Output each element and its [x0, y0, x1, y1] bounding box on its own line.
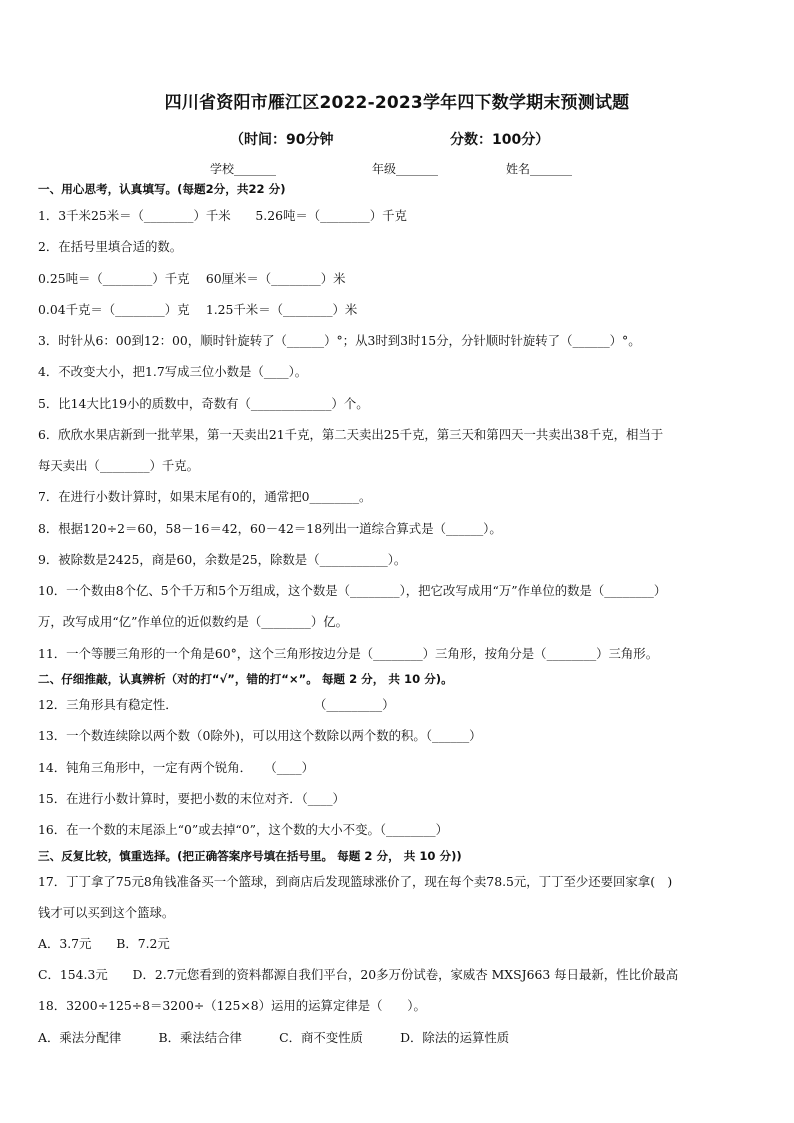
- question-10: 10．一个数由8个亿、5个千万和5个万组成，这个数是（________），把它改写成用“万”作单位的数是（________）: [38, 583, 667, 598]
- question-8: 8．根据120÷2＝60，58－16＝42，60－42＝18列出一道综合算式是（______）。: [38, 521, 502, 536]
- exam-score: 分数：100分）: [450, 132, 550, 148]
- exam-time: （时间：90分钟: [230, 132, 334, 148]
- question-2-line-2: 0.04千克＝（________）克 1.25千米＝（________）米: [38, 302, 358, 317]
- question-3: 3．时针从6：00到12：00，顺时针旋转了（______）°；从3时到3时15分，分针顺时针旋转了（______）°。: [38, 333, 641, 348]
- question-1: 1．3千米25米＝（________）千米 5.26吨＝（________）千克: [38, 208, 407, 223]
- page-title: 四川省资阳市雁江区2022-2023学年四下数学期末预测试题: [164, 93, 630, 113]
- question-5: 5．比14大比19小的质数中，奇数有（_____________）个。: [38, 396, 369, 411]
- question-18-options: A．乘法分配律 B．乘法结合律 C．商不变性质 D．除法的运算性质: [38, 1030, 510, 1045]
- section-3-heading: 三、反复比较，慎重选择。(把正确答案序号填在括号里。 每题 2 分， 共 10 分)): [38, 849, 462, 863]
- question-7: 7．在进行小数计算时，如果末尾有0的，通常把0________。: [38, 489, 372, 504]
- question-17: 17．丁丁拿了75元8角钱准备买一个篮球，到商店后发现篮球涨价了，现在每个卖78.5元，丁丁至少还要回家拿( ): [38, 874, 673, 889]
- question-11: 11．一个等腰三角形的一个角是60°，这个三角形按边分是（________）三角形，按角分是（________）三角形。: [38, 646, 659, 661]
- question-2: 2．在括号里填合适的数。: [38, 239, 183, 254]
- question-2-line-1: 0.25吨＝（________）千克 60厘米＝（________）米: [38, 271, 346, 286]
- question-16: 16．在一个数的末尾添上“0”或去掉“0”，这个数的大小不变。（________）: [38, 822, 448, 837]
- school-field: 学校_______: [210, 162, 277, 176]
- question-6-cont: 每天卖出（________）千克。: [38, 458, 200, 473]
- question-13: 13．一个数连续除以两个数（0除外)，可以用这个数除以两个数的积。（______）: [38, 728, 482, 743]
- question-9: 9．被除数是2425，商是60，余数是25，除数是（___________）。: [38, 552, 407, 567]
- question-6: 6．欣欣水果店新到一批苹果，第一天卖出21千克，第二天卖出25千克，第三天和第四天一共卖出38千克，相当于: [38, 427, 664, 442]
- question-4: 4．不改变大小，把1.7写成三位小数是（____）。: [38, 364, 308, 379]
- question-14: 14．钝角三角形中，一定有两个锐角． （____）: [38, 760, 314, 775]
- section-1-heading: 一、用心思考，认真填写。(每题2分，共22 分): [38, 182, 286, 196]
- name-field: 姓名_______: [506, 162, 573, 176]
- question-17-cont: 钱才可以买到这个篮球。: [38, 905, 175, 920]
- grade-field: 年级_______: [372, 162, 439, 176]
- question-18: 18．3200÷125÷8＝3200÷（125×8）运用的运算定律是（ ）。: [38, 998, 426, 1013]
- section-2-heading: 二、仔细推敲，认真辨析（对的打“√”，错的打“×”。 每题 2 分， 共 10 分)。: [38, 672, 453, 686]
- question-17-options-ab: A．3.7元 B．7.2元: [38, 936, 170, 951]
- question-15: 15．在进行小数计算时，要把小数的末位对齐．（____）: [38, 791, 345, 806]
- question-12: 12．三角形具有稳定性． （_________）: [38, 697, 395, 712]
- question-10-cont: 万，改写成用“亿”作单位的近似数约是（________）亿。: [38, 614, 349, 629]
- question-17-options-cd: C．154.3元 D．2.7元您看到的资料都源自我们平台，20多万份试卷，家威杏 MXSJ663 每日最新，性比价最高: [38, 967, 679, 982]
